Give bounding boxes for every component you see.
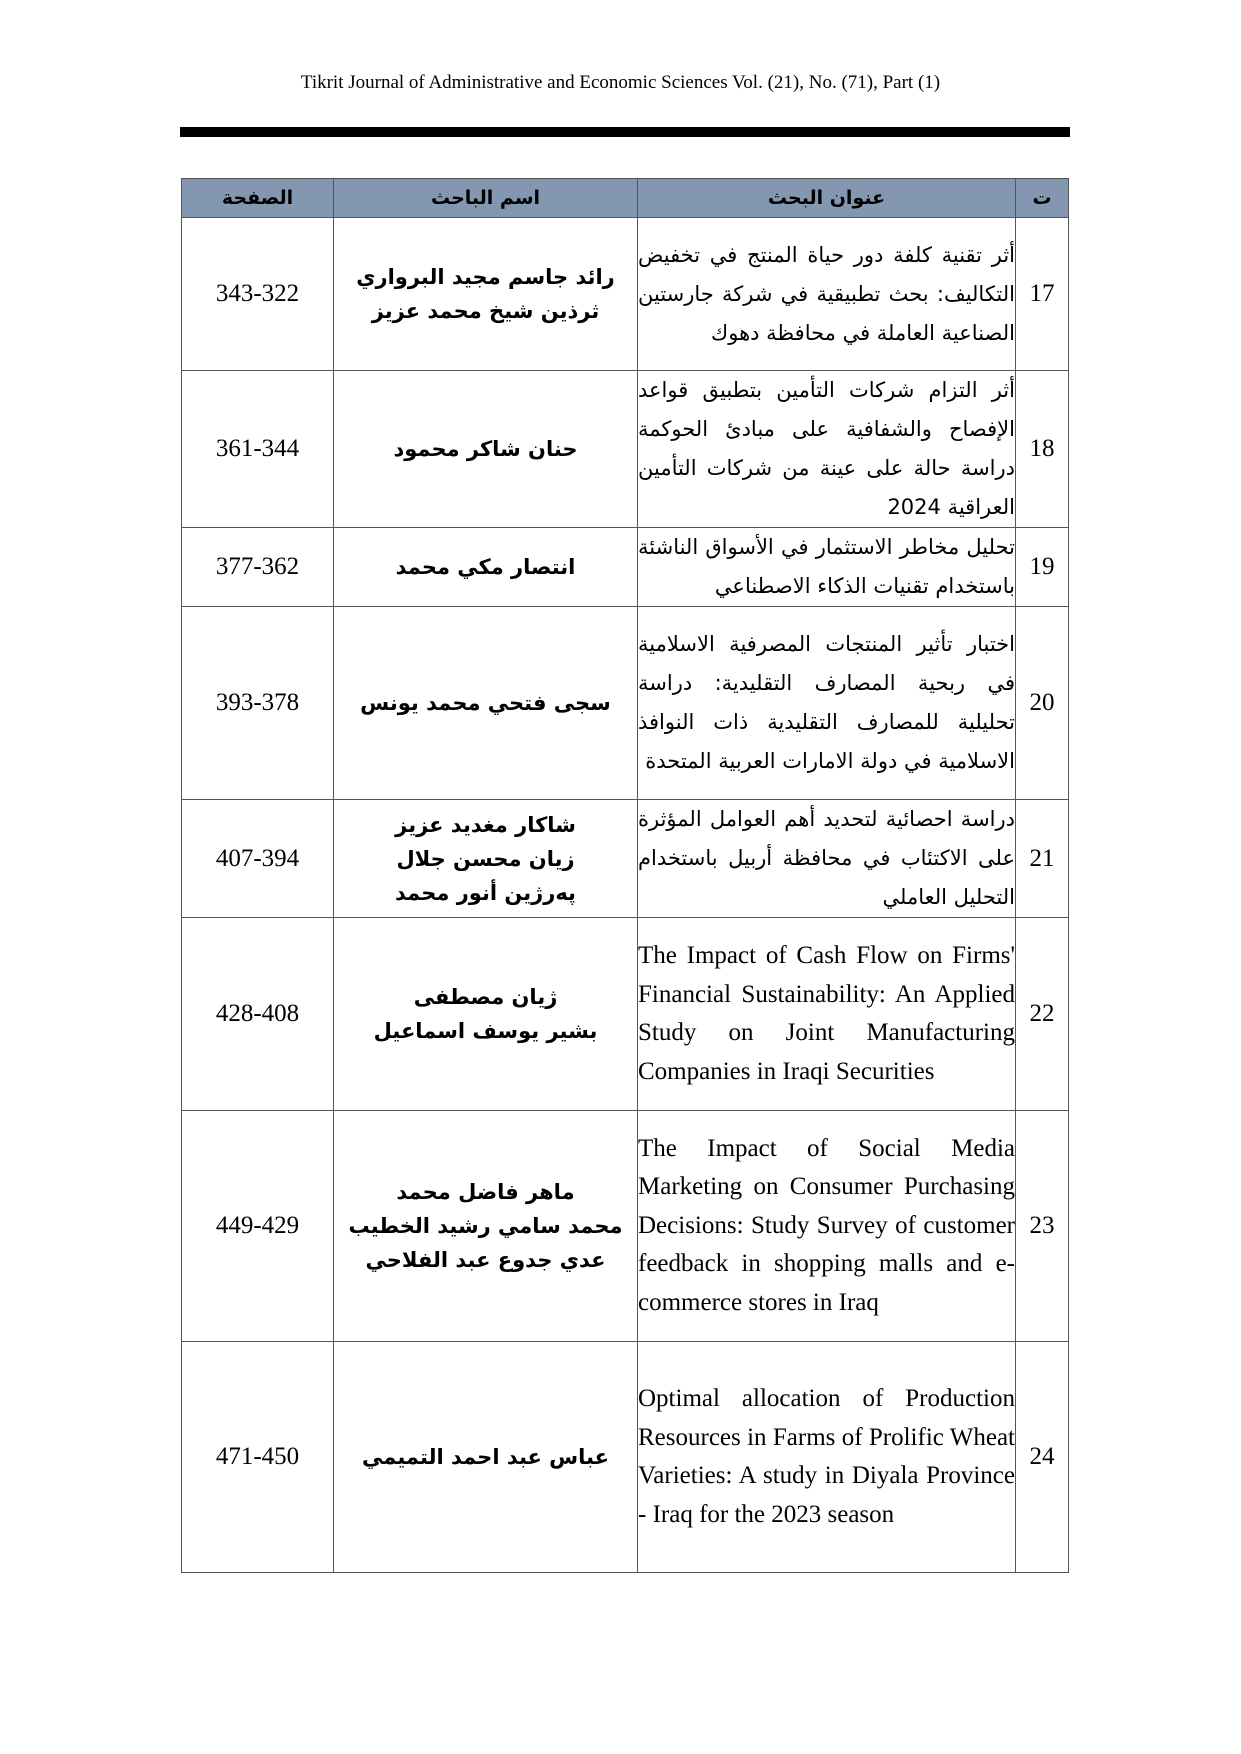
page-range: 393-378 [182, 607, 334, 800]
page-range: 343-322 [182, 218, 334, 371]
page-range: 361-344 [182, 371, 334, 528]
row-number: 17 [1016, 218, 1069, 371]
author-name: عباس عبد احمد التميمي [362, 1445, 609, 1469]
table-row [182, 1342, 1069, 1573]
author-name: شاكار مغديد عزيز [395, 812, 576, 837]
paper-title: تحليل مخاطر الاستثمار في الأسواق الناشئة باستخدام تقنيات الذكاء الاصطناعي [638, 528, 1016, 607]
header-title: عنوان البحث [638, 179, 1016, 218]
paper-title: أثر تقنية كلفة دور حياة المنتج في تخفيض التكاليف: بحث تطبيقية في شركة جارستين الصناعية العاملة في محافظة دهوك [638, 218, 1016, 371]
table-row [182, 800, 1069, 918]
contents-table [181, 178, 1069, 1573]
paper-title: Optimal allocation of Production Resources in Farms of Prolific Wheat Varieties: A study in Diyala Province - Iraq for the 2023 season [638, 1342, 1016, 1573]
row-number: 21 [1016, 800, 1069, 918]
page-range: 407-394 [182, 800, 334, 918]
row-number: 20 [1016, 607, 1069, 800]
header-rule [180, 127, 1070, 137]
row-number: 23 [1016, 1111, 1069, 1342]
author-name: ماهر فاضل محمد [396, 1180, 575, 1204]
author-name: بشير يوسف اسماعيل [373, 1019, 598, 1043]
author-name: ثرذين شيخ محمد عزيز [371, 299, 600, 323]
row-number: 19 [1016, 528, 1069, 607]
paper-title: The Impact of Cash Flow on Firms' Financial Sustainability: An Applied Study on Joint Manufacturing Companies in Iraqi Securities [638, 918, 1016, 1111]
author-name: ژيان مصطفى [413, 985, 558, 1009]
author-name: حنان شاكر محمود [393, 437, 578, 461]
author-cell [334, 371, 638, 528]
author-name: سجى فتحي محمد يونس [360, 691, 611, 715]
header-author: اسم الباحث [334, 179, 638, 218]
author-cell [334, 800, 638, 918]
author-cell [334, 218, 638, 371]
paper-title: دراسة احصائية لتحديد أهم العوامل المؤثرة على الاكتئاب في محافظة أربيل باستخدام التحليل العاملي [638, 800, 1016, 918]
page-range: 449-429 [182, 1111, 334, 1342]
header-number: ت [1016, 179, 1069, 218]
table-row [182, 1111, 1069, 1342]
author-cell [334, 528, 638, 607]
author-name: زيان محسن جلال [396, 846, 575, 871]
author-cell [334, 1111, 638, 1342]
table-row [182, 528, 1069, 607]
table-row [182, 918, 1069, 1111]
page-range: 377-362 [182, 528, 334, 607]
header-pages: الصفحة [182, 179, 334, 218]
table-row [182, 218, 1069, 371]
author-cell [334, 918, 638, 1111]
author-cell [334, 1342, 638, 1573]
author-cell [334, 607, 638, 800]
page-range: 471-450 [182, 1342, 334, 1573]
paper-title: أثر التزام شركات التأمين بتطبيق قواعد الإفصاح والشفافية على مبادئ الحوكمة دراسة حالة على عينة من شركات التأمين العراقية 2024 [638, 371, 1016, 528]
paper-title: اختبار تأثير المنتجات المصرفية الاسلامية في ربحية المصارف التقليدية: دراسة تحليلية للمصارف التقليدية ذات النوافذ الاسلامية في دولة الامارات العربية المتحدة [638, 607, 1016, 800]
table-header-row [182, 179, 1069, 218]
running-header: Tikrit Journal of Administrative and Economic Sciences Vol. (21), No. (71), Part (1) [300, 72, 941, 93]
author-name: پەرژین أنور محمد [395, 880, 576, 905]
author-name: انتصار مكي محمد [395, 555, 576, 579]
row-number: 22 [1016, 918, 1069, 1111]
page-range: 428-408 [182, 918, 334, 1111]
row-number: 18 [1016, 371, 1069, 528]
paper-title: The Impact of Social Media Marketing on Consumer Purchasing Decisions: Study Survey of customer feedback in shopping malls and e-commerce stores in Iraq [638, 1111, 1016, 1342]
table-row [182, 607, 1069, 800]
row-number: 24 [1016, 1342, 1069, 1573]
author-name: عدي جدوع عبد الفلاحي [365, 1248, 606, 1272]
author-name: رائد جاسم مجيد البرواري [356, 265, 615, 289]
table-row [182, 371, 1069, 528]
author-name: محمد سامي رشيد الخطيب [348, 1214, 623, 1238]
